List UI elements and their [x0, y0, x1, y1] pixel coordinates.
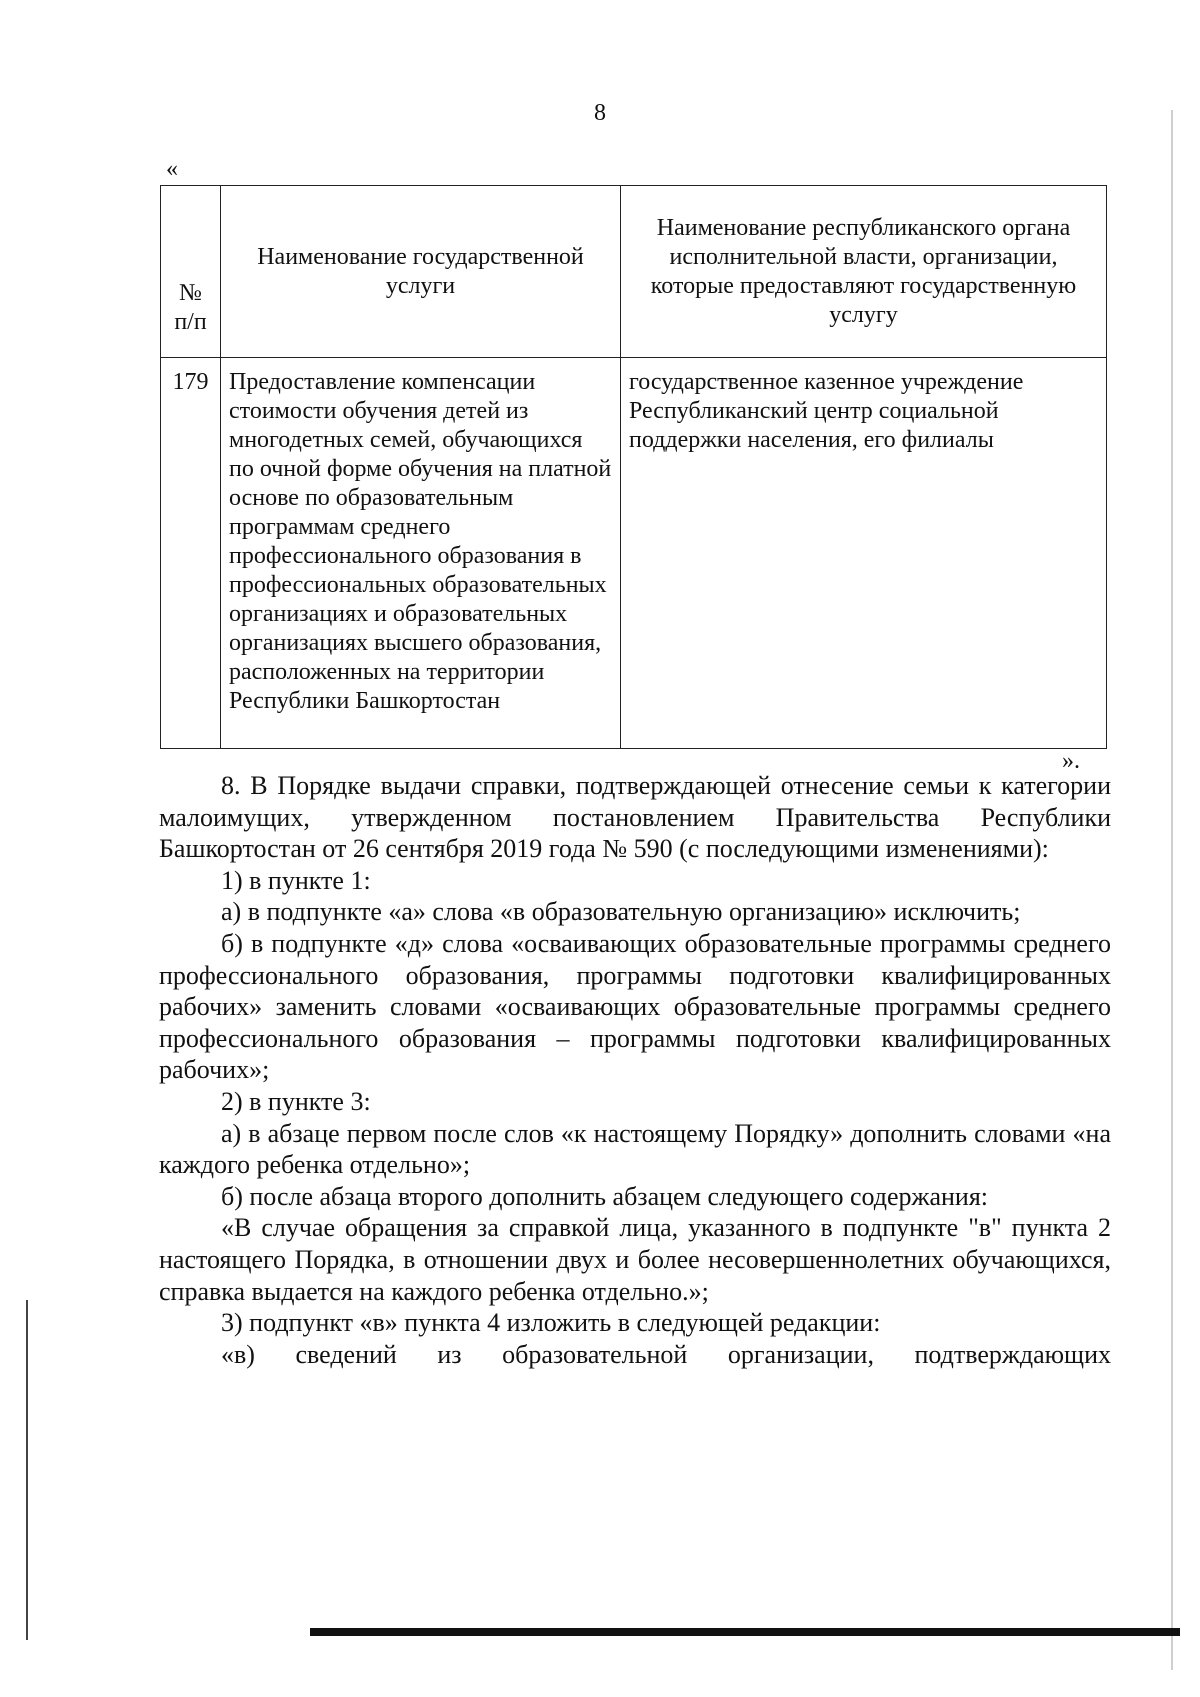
paragraph-subitem-2b: б) после абзаца второго дополнить абзацем следующего содержания:: [221, 1181, 989, 1211]
document-body: [159, 770, 1111, 1370]
table-header-row: [161, 186, 1107, 358]
header-number: № п/п: [161, 186, 221, 358]
paragraph-quoted-continuation: «в) сведений из образовательной организации, подтверждающих: [221, 1339, 1111, 1369]
scan-edge-line-left: [26, 1300, 28, 1640]
row-number: 179: [161, 358, 221, 749]
scan-bottom-bar: [310, 1628, 1180, 1636]
table-row: [161, 358, 1107, 749]
paragraph-subitem-1a: а) в подпункте «а» слова «в образовательную организацию» исключить;: [221, 897, 1021, 927]
paragraph-subitem-1b: б) в подпункте «д» слова «осваивающих образовательные программы среднего профессионального образования, программы подготовки квалифицированных рабочих» заменить словами «осваивающих образовательные программы среднего профессионального образования – программы подготовки квалифицированных рабочих»;: [159, 928, 1111, 1085]
header-service-name: Наименование государственной услуги: [221, 186, 621, 358]
opening-quote-mark: «: [166, 156, 178, 182]
row-service: Предоставление компенсации стоимости обучения детей из многодетных семей, обучающихся по очной форме обучения на платной основе по образовательным программам среднего профессионального образования в профессиональных образовательных организациях и образовательных организациях высшего образования, расположенных на территории Республики Башкортостан: [221, 358, 621, 749]
paragraph-subitem-3: 3) подпункт «в» пункта 4 изложить в следующей редакции:: [221, 1308, 881, 1338]
page-number: 8: [594, 100, 606, 126]
paragraph-subitem-1: 1) в пункте 1:: [221, 865, 371, 895]
paragraph-subitem-2: 2) в пункте 3:: [221, 1086, 371, 1116]
row-provider: государственное казенное учреждение Республиканский центр социальной поддержки населения, его филиалы: [621, 358, 1107, 749]
scan-edge-line: [1171, 110, 1173, 1670]
paragraph-quoted-text: «В случае обращения за справкой лица, указанного в подпункте "в" пункта 2 настоящего Порядка, в отношении двух и более несовершеннолетних обучающихся, справка выдается на каждого ребенка отдельно.»;: [159, 1213, 1111, 1306]
paragraph-item-8: 8. В Порядке выдачи справки, подтверждающей отнесение семьи к категории малоимущих, утвержденном постановлением Правительства Республики Башкортостан от 26 сентября 2019 года № 590 (с последующими изменениями):: [159, 771, 1111, 864]
paragraph-subitem-2a: а) в абзаце первом после слов «к настоящему Порядку» дополнить словами «на каждого ребенка отдельно»;: [159, 1118, 1111, 1180]
header-provider-name: Наименование республиканского органа исполнительной власти, организации, которые предоставляют государственную услугу: [621, 186, 1107, 358]
services-table: [160, 185, 1107, 749]
closing-quote-mark: ».: [1062, 748, 1080, 774]
